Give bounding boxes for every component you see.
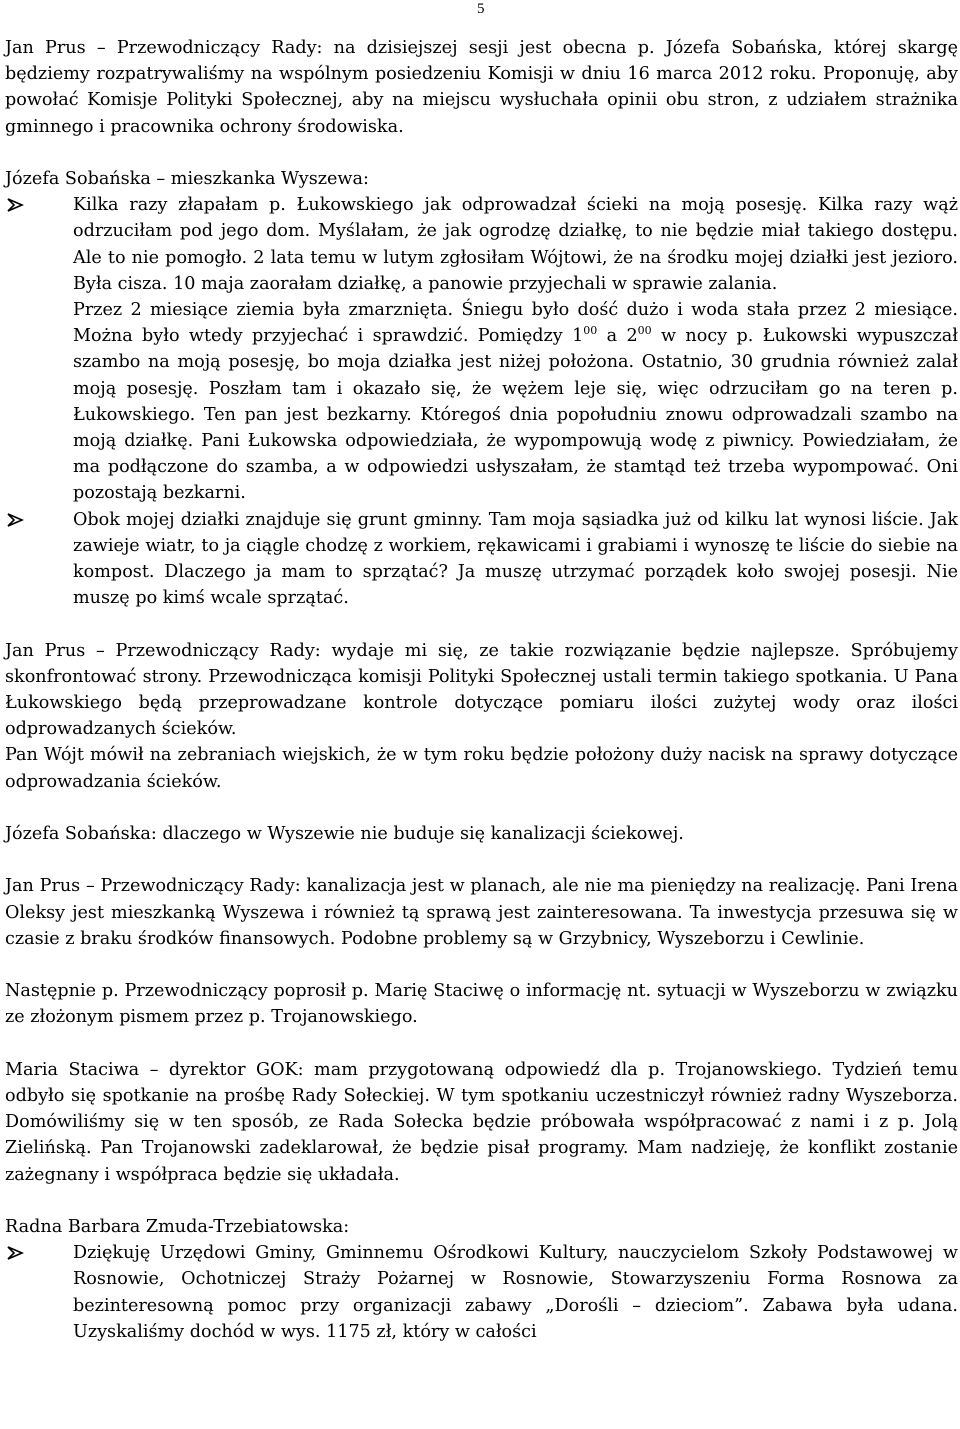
- arrowhead-bullet-icon: [5, 192, 27, 218]
- superscript: 00: [583, 324, 598, 338]
- speaker-heading-zmuda: Radna Barbara Zmuda-Trzebiatowska:: [5, 1217, 350, 1238]
- paragraph-chairman-request: Następnie p. Przewodniczący poprosił p. Marię Staciwę o informację nt. sytuacji w Wyszeborzu w związku ze złożonym pismem przez p. Trojanowskiego.: [5, 981, 958, 1028]
- bullet-text-segment: Przez 2 miesiące ziemia była zmarznięta. Śniegu było dość dużo i woda stała przez 2 miesiące. Można było wtedy przyjechać i sprawdzić. Pomiędzy 1: [73, 300, 958, 347]
- bullet-text-segment: a 2: [597, 326, 638, 347]
- paragraph-chairman-intro: Jan Prus – Przewodniczący Rady: na dzisiejszej sesji jest obecna p. Józefa Sobańska, której skargę będziemy rozpatrywaliśmy na wspólnym posiedzeniu Komisji w dniu 16 marca 2012 roku. Proponuję, aby powołać Komisje Polityki Społecznej, aby na miejscu wysłuchała opinii obu stron, z udziałem strażnika gminnego i pracownika ochrony środowiska.: [5, 38, 958, 137]
- paragraph-mayor: Pan Wójt mówił na zebraniach wiejskich, że w tym roku będzie położony duży nacisk na sprawy dotyczące odprowadzania ścieków.: [5, 745, 958, 792]
- arrowhead-bullet-icon: [5, 1240, 27, 1266]
- paragraph-chairman-reply: Jan Prus – Przewodniczący Rady: wydaje mi się, ze takie rozwiązanie będzie najlepsze. Spróbujemy skonfrontować strony. Przewodnicząca komisji Polityki Społecznej ustali termin takiego spotkania. U Pana Łukowskiego będą przeprowadzane kontrole dotyczące pomiaru ilości zużytej wody oraz ilości odprowadzanych ścieków.: [5, 640, 958, 740]
- bullet-text: Obok mojej działki znajduje się grunt gminny. Tam moja sąsiadka już od kilku lat wynosi liście. Jak zawieje wiatr, to ja ciągle chodzę z workiem, rękawicami i grabiami i wynoszę te liście do siebie na kompost. Dlaczego ja mam to sprzątać? Ja muszę utrzymać porządek koło swojej posesji. Nie muszę po kimś wcale sprzątać.: [73, 509, 958, 609]
- page-number: 5: [477, 1, 485, 17]
- document-body: [5, 35, 958, 1345]
- speaker-heading-sobanska: Józefa Sobańska – mieszkanka Wyszewa:: [5, 169, 369, 189]
- bullet-text-part-b: [73, 300, 958, 503]
- bullet-text-segment: w nocy p. Łukowski wypuszczał szambo na moją posesję, bo moja działka jest niżej położona. Ostatnio, 30 grudnia również zalał moją posesję. Poszłam tam i okazało się, że wężem leje się, więc odrzuciłam go na teren p. Łukowskiego. Ten pan jest bezkarny. Któregoś dnia popołudniu znowu odprowadzali szambo na moją działkę. Pani Łukowska odpowiedziała, że wypompowują wodę z piwnicy. Powiedziałam, że ma podłączone do szamba, a w odpowiedzi usłyszałam, że stamtąd też trzeba wypompować. Oni pozostają bezkarni.: [73, 326, 959, 504]
- arrowhead-bullet-icon: [5, 507, 27, 533]
- superscript: 00: [637, 324, 652, 338]
- bullet-list-zmuda: [5, 1240, 958, 1345]
- list-item: [5, 507, 958, 612]
- list-item: [5, 192, 958, 506]
- paragraph-chairman-sewage: Jan Prus – Przewodniczący Rady: kanalizacja jest w planach, ale nie ma pieniędzy na realizację. Pani Irena Oleksy jest mieszkanką Wyszewa i również tą sprawą jest zainteresowana. Ta inwestycja przesuwa się w czasie z braku środków finansowych. Podobne problemy są w Grzybnicy, Wyszeborzu i Cewlinie.: [5, 876, 958, 949]
- paragraph-staciwa: Maria Staciwa – dyrektor GOK: mam przygotowaną odpowiedź dla p. Trojanowskiego. Tydzień temu odbyło się spotkanie na prośbę Rady Sołeckiej. W tym spotkaniu uczestniczył również radny Wyszeborza. Domówiliśmy się w ten sposób, ze Rada Sołecka będzie próbowała współpracować z nami i z p. Jolą Zielińską. Pan Trojanowski zadeklarował, że będzie pisał programy. Mam nadzieję, że konflikt zostanie zażegnany i współpraca będzie się układała.: [5, 1059, 958, 1185]
- paragraph-sobanska-question: Józefa Sobańska: dlaczego w Wyszewie nie buduje się kanalizacji ściekowej.: [5, 824, 684, 845]
- bullet-list-sobanska: [5, 192, 958, 611]
- list-item: [5, 1240, 958, 1345]
- bullet-text-part-a: Kilka razy złapałam p. Łukowskiego jak odprowadzał ścieki na moją posesję. Kilka razy wąż odrzuciłam pod jego dom. Myślałam, że jak ogrodzę działkę, to nie będzie miał takiego dostępu. Ale to nie pomogło. 2 lata temu w lutym zgłosiłam Wójtowi, że na środku mojej działki jest jezioro. Była cisza. 10 maja zaorałam działkę, a panowie przyjechali w sprawie zalania.: [73, 195, 958, 294]
- bullet-text: Dziękuję Urzędowi Gminy, Gminnemu Ośrodkowi Kultury, nauczycielom Szkoły Podstawowej w Rosnowie, Ochotniczej Straży Pożarnej w Rosnowie, Stowarzyszeniu Forma Rosnowa za bezinteresowną pomoc przy organizacji zabawy „Dorośli – dzieciom”. Zabawa była udana. Uzyskaliśmy dochód w wys. 1175 zł, który w całości: [73, 1243, 958, 1342]
